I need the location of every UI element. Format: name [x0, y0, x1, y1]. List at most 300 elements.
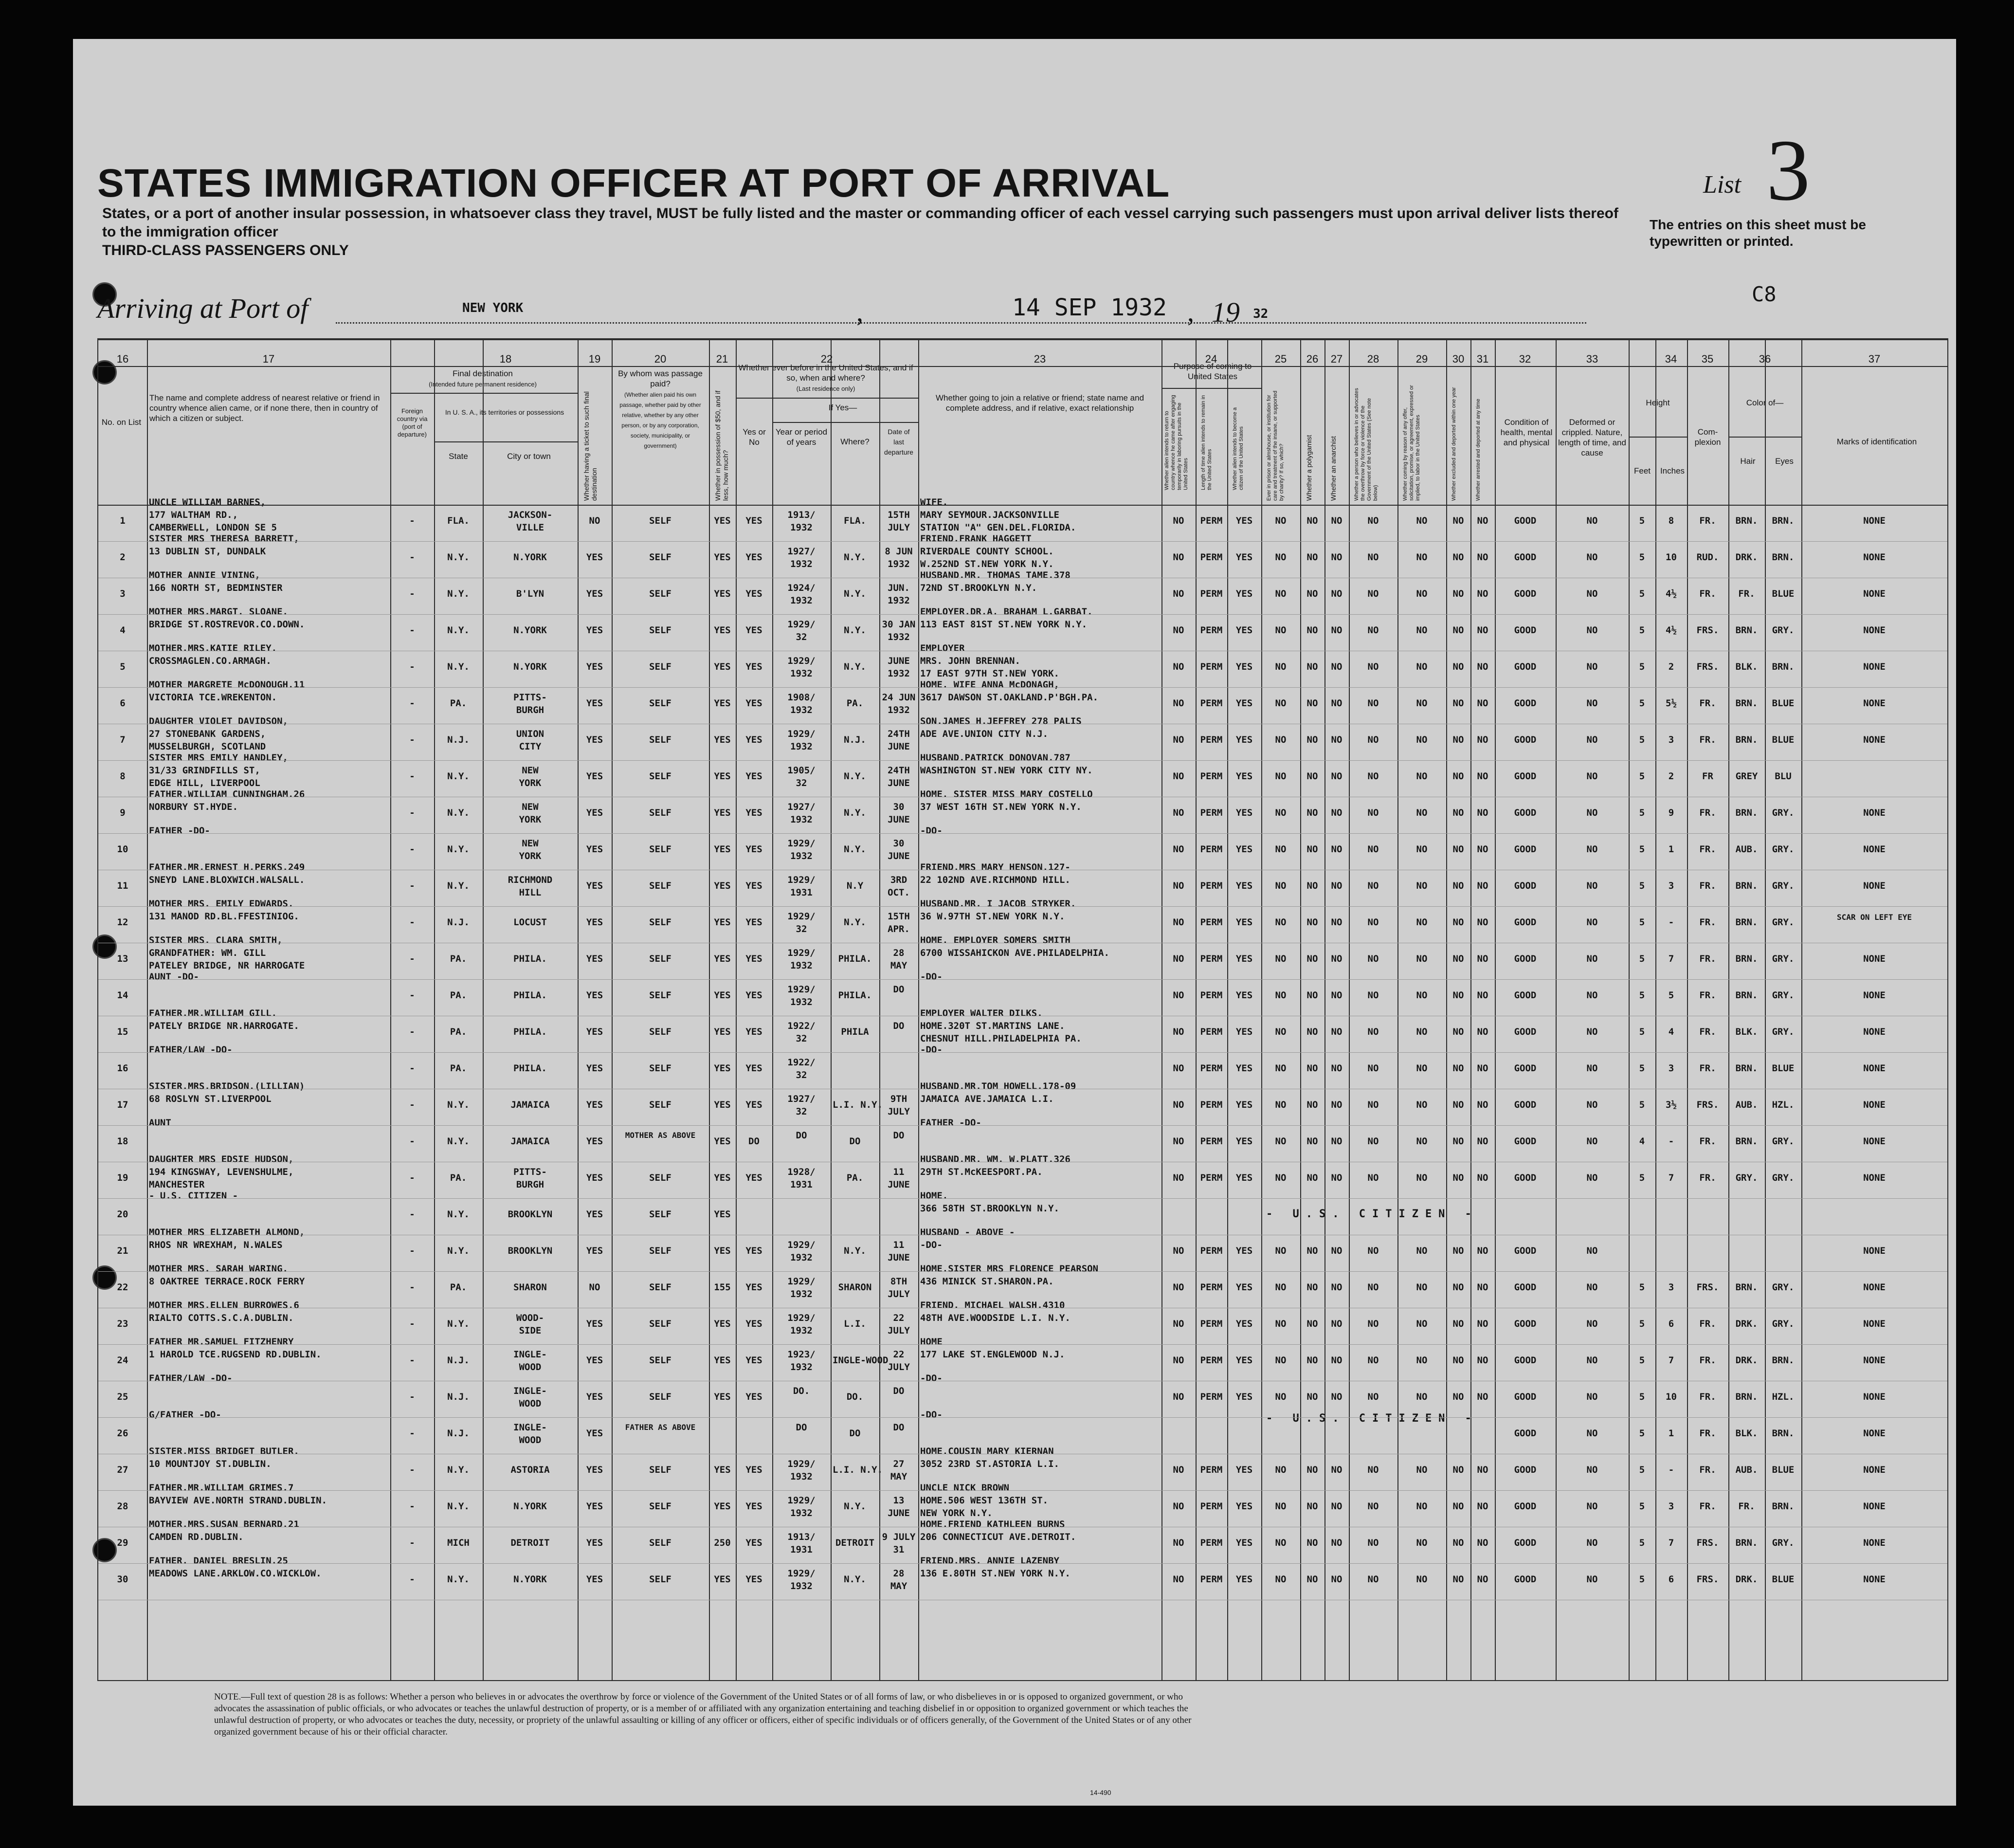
cell-eyes: GRY. — [1772, 1537, 1795, 1548]
cell-joining: 72ND ST.BROOKLYN N.Y. — [920, 583, 1037, 593]
cell-ret: NO — [1173, 1063, 1184, 1074]
cell-year: 1932 — [790, 668, 813, 679]
cell-ft: 5 — [1639, 515, 1645, 526]
cell-p26: NO — [1306, 1464, 1318, 1475]
cell-departure: 1932 — [888, 559, 910, 569]
cell-departure: JUN. — [888, 583, 910, 593]
row-rule — [98, 614, 1947, 615]
cell-marks: NONE — [1863, 1282, 1886, 1293]
cell-joining: HUSBAND.MR.TOM HOWELL.178-09 — [920, 1081, 1076, 1092]
cell-hair: BRN. — [1735, 698, 1758, 709]
cell-year: 1929/ — [787, 1459, 816, 1469]
cell-no: 24 — [117, 1355, 128, 1366]
cell-eyes: GRY. — [1772, 844, 1795, 855]
cell-fifty: YES — [714, 771, 731, 782]
cell-cit: YES — [1235, 1136, 1253, 1147]
cell-joining: NEW YORK N.Y. — [920, 1508, 993, 1519]
cell-st: N.Y. — [447, 625, 470, 636]
column-rule — [772, 339, 773, 1680]
cell-departure: OCT. — [888, 887, 910, 898]
cell-p27: NO — [1331, 1355, 1343, 1366]
cell-city: JAMAICA — [510, 1136, 550, 1147]
cell-departure: JULY — [888, 1362, 910, 1372]
cell-relative: FATHER.MR.WILLIAM GILL. — [149, 1008, 277, 1019]
cell-comp: FR. — [1699, 953, 1716, 964]
cell-cit: YES — [1235, 844, 1253, 855]
cell-joining: EMPLOYER.DR.A. BRAHAM L.GARBAT. — [920, 606, 1093, 617]
cell-fifty: YES — [714, 698, 731, 709]
cell-comp: FR — [1702, 771, 1713, 782]
cell-city: CITY — [519, 741, 542, 752]
cell-p31: NO — [1477, 1464, 1488, 1475]
cell-health: GOOD — [1514, 1282, 1537, 1293]
cell-p29: NO — [1416, 588, 1428, 599]
cell-p31: NO — [1477, 515, 1488, 526]
cell-p28: NO — [1367, 661, 1379, 672]
cell-marks: NONE — [1863, 1501, 1886, 1512]
cell-joining: HOME.320T ST.MARTINS LANE. — [920, 1021, 1065, 1031]
cell-no: 13 — [117, 953, 128, 964]
cell-comp: FR. — [1699, 1391, 1716, 1402]
cell-fifty: YES — [714, 1209, 731, 1220]
cell-p25: NO — [1275, 1501, 1287, 1512]
cell-city: SIDE — [519, 1325, 542, 1336]
row-rule — [98, 1563, 1947, 1564]
cell-p28: NO — [1367, 1099, 1379, 1110]
cell-ticket: YES — [586, 698, 603, 709]
cell-fifty: YES — [714, 844, 731, 855]
cell-p30: NO — [1452, 698, 1464, 709]
cell-marks: NONE — [1863, 1172, 1886, 1183]
cell-relative: MOTHER MRS. EMILY EDWARDS. — [149, 898, 294, 909]
row-rule — [98, 1198, 1947, 1199]
cell-inch: 6 — [1668, 1574, 1674, 1585]
cell-ever: YES — [745, 1464, 762, 1475]
cell-deform: NO — [1586, 1501, 1598, 1512]
cell-departure: JUNE — [888, 1252, 910, 1263]
cell-cit: YES — [1235, 625, 1253, 636]
cell-ret: NO — [1173, 1574, 1184, 1585]
cell-p25: NO — [1275, 1099, 1287, 1110]
header-purpose-return: Whether alien intends to return to country whence he came after engaging temporarily in laboring pursuits in the United States — [1164, 395, 1189, 490]
cell-p29: NO — [1416, 1574, 1428, 1585]
column-rule — [1629, 339, 1630, 1680]
cell-fc: - — [409, 953, 415, 964]
column-rule — [1556, 339, 1557, 1680]
cell-ever: YES — [745, 1245, 762, 1256]
cell-joining: HOME. SISTER MISS MARY COSTELLO — [920, 789, 1093, 800]
cell-departure: JUNE — [888, 851, 910, 861]
cell-health: GOOD — [1514, 1026, 1537, 1037]
cell-departure: 3RD — [890, 875, 907, 885]
cell-ret: NO — [1173, 1026, 1184, 1037]
cell-p30: NO — [1452, 1099, 1464, 1110]
cell-p25: NO — [1275, 1355, 1287, 1366]
cell-p31: NO — [1477, 917, 1488, 928]
column-number: 35 — [1701, 353, 1714, 365]
cell-p29: NO — [1416, 990, 1428, 1001]
cell-relative: FATHER.WILLIAM CUNNINGHAM.26 — [149, 789, 305, 800]
cell-ever: YES — [745, 661, 762, 672]
cell-p27: NO — [1331, 588, 1343, 599]
cell-year: 1932 — [790, 559, 813, 569]
cell-p29: NO — [1416, 625, 1428, 636]
cell-departure: APR. — [888, 924, 910, 934]
cell-paid: SELF — [649, 1245, 671, 1256]
column-number: 33 — [1586, 353, 1598, 365]
cell-st: PA. — [450, 1026, 467, 1037]
row-rule — [98, 1271, 1947, 1272]
cell-joining: -DO- — [920, 971, 943, 982]
cell-marks: NONE — [1863, 1391, 1886, 1402]
cell-ft: 5 — [1639, 588, 1645, 599]
cell-joining: -DO- — [920, 825, 943, 836]
cell-year: 1932 — [790, 1289, 813, 1299]
cell-comp: FR. — [1699, 1026, 1716, 1037]
cell-eyes: GRY. — [1772, 917, 1795, 928]
cell-eyes: GRY. — [1772, 1136, 1795, 1147]
cell-year: DO — [796, 1130, 807, 1141]
cell-p29: NO — [1416, 1355, 1428, 1366]
header-marks: Marks of identification — [1836, 437, 1917, 446]
cell-marks: NONE — [1863, 1318, 1886, 1329]
cell-ever: YES — [745, 880, 762, 891]
cell-ret: NO — [1173, 1245, 1184, 1256]
cell-relative: MEADOWS LANE.ARKLOW.CO.WICKLOW. — [149, 1568, 322, 1579]
cell-joining: HOME. WIFE ANNA McDONAGH, — [920, 679, 1059, 690]
footnote-question-28: NOTE.—Full text of question 28 is as follows: Whether a person who believes in or advocates the overthrow by force or violence of the Government of the United States or of all forms of law, or who disbelieves in or is opposed to organized government, or who advocates the assassination of public officials, or who advocates or teaches the unlawful destruction of property, or is a member of or affiliated with any organization entertaining and teaching disbelief in or opposition to organized government or which teaches the unlawful destruction of property, or who advocates or teaches the duty, necessity, or propriety of the unlawful assaulting or killing of any officer or officers, either of specific individuals or of officers generally, of the Government of the United States or of any other organized government because of his or their official character. — [214, 1692, 1192, 1737]
cell-marks: NONE — [1863, 844, 1886, 855]
cell-joining: HOME.506 WEST 136TH ST. — [920, 1495, 1049, 1506]
cell-ret: NO — [1173, 552, 1184, 563]
cell-ret: NO — [1173, 734, 1184, 745]
cell-len: PERM — [1200, 771, 1223, 782]
cell-eyes: GRY. — [1772, 880, 1795, 891]
header-joining: Whether going to join a relative or friend; state name and complete address, and if relative, exact relationship — [935, 393, 1144, 413]
cell-year: 1924/ — [787, 583, 816, 593]
cell-eyes: HZL. — [1772, 1391, 1795, 1402]
cell-eyes: BRN. — [1772, 661, 1795, 672]
cell-no: 14 — [117, 990, 128, 1001]
cell-departure: 11 — [893, 1240, 905, 1250]
column-number: 37 — [1868, 353, 1881, 365]
column-number: 26 — [1306, 353, 1319, 365]
cell-year: 32 — [796, 1106, 807, 1117]
cell-len: PERM — [1200, 990, 1223, 1001]
cell-joining: 177 LAKE ST.ENGLEWOOD N.J. — [920, 1349, 1065, 1360]
cell-cit: YES — [1235, 698, 1253, 709]
cell-hair: FR. — [1738, 588, 1755, 599]
cell-len: PERM — [1200, 1318, 1223, 1329]
cell-ft: 5 — [1639, 807, 1645, 818]
cell-departure: 28 — [893, 1568, 905, 1579]
cell-city: VILLE — [516, 522, 544, 533]
cell-year: 1932 — [790, 851, 813, 861]
cell-where: N.Y. — [844, 552, 866, 563]
column-number: 16 — [116, 353, 129, 365]
cell-inch: - — [1668, 1136, 1674, 1147]
cell-p31: NO — [1477, 698, 1488, 709]
cell-relative: SISTER MRS THERESA BARRETT, — [149, 533, 299, 544]
cell-p25: NO — [1275, 1574, 1287, 1585]
cell-ticket: YES — [586, 1099, 603, 1110]
cell-p26: NO — [1306, 661, 1318, 672]
cell-p30: NO — [1452, 1136, 1464, 1147]
column-rule — [578, 339, 579, 1680]
cell-city: BURGH — [516, 1179, 544, 1190]
cell-city: N.YORK — [513, 1574, 547, 1585]
cell-where: N.Y. — [844, 1574, 866, 1585]
cell-health: GOOD — [1514, 990, 1537, 1001]
cell-relative: SISTER.MRS.BRIDSON.(LILLIAN) — [149, 1081, 305, 1092]
column-number: 34 — [1665, 353, 1677, 365]
cell-p25: NO — [1275, 1245, 1287, 1256]
cell-len: PERM — [1200, 515, 1223, 526]
cell-p29: NO — [1416, 1136, 1428, 1147]
cell-where: INGLE-WOOD — [833, 1355, 889, 1366]
column-rule — [1196, 339, 1197, 1680]
cell-year: 1923/ — [787, 1349, 816, 1360]
cell-departure: 31 — [893, 1544, 905, 1555]
cell-eyes: BRN. — [1772, 1501, 1795, 1512]
cell-p29: NO — [1416, 1464, 1428, 1475]
cell-where: PHILA — [841, 1026, 869, 1037]
cell-ticket: YES — [586, 880, 603, 891]
cell-no: 25 — [117, 1391, 128, 1402]
cell-cit: YES — [1235, 1063, 1253, 1074]
cell-no: 16 — [117, 1063, 128, 1074]
cell-paid: SELF — [649, 588, 671, 599]
cell-p30: NO — [1452, 1245, 1464, 1256]
cell-fifty: 250 — [714, 1537, 731, 1548]
cell-fc: - — [409, 734, 415, 745]
cell-ft: 5 — [1639, 1318, 1645, 1329]
cell-ever: YES — [745, 844, 762, 855]
cell-ticket: NO — [589, 515, 600, 526]
cell-inch: 3 — [1668, 1501, 1674, 1512]
column-number: 28 — [1367, 353, 1379, 365]
cell-paid: SELF — [649, 807, 671, 818]
cell-ticket: YES — [586, 1318, 603, 1329]
cell-relative: FATHER.MR.WILLIAM GRIMES.7 — [149, 1482, 294, 1493]
cell-st: N.Y. — [447, 1099, 470, 1110]
cell-health: GOOD — [1514, 1318, 1537, 1329]
cell-eyes: GRY. — [1772, 625, 1795, 636]
cell-fifty: YES — [714, 990, 731, 1001]
cell-p31: NO — [1477, 844, 1488, 855]
header-where: Where? — [840, 437, 870, 446]
cell-city: N.YORK — [513, 661, 547, 672]
cell-len: PERM — [1200, 1099, 1223, 1110]
cell-joining: WASHINGTON ST.NEW YORK CITY NY. — [920, 765, 1093, 776]
cell-no: 20 — [117, 1209, 128, 1220]
cell-paid: SELF — [649, 625, 671, 636]
cell-joining: UNCLE NICK BROWN — [920, 1482, 1010, 1493]
cell-hair: BLK. — [1735, 661, 1758, 672]
column-rule — [1261, 339, 1262, 1680]
column-number: 25 — [1274, 353, 1287, 365]
cell-city: N.YORK — [513, 625, 547, 636]
cell-year: 1913/ — [787, 1532, 816, 1542]
cell-p26: NO — [1306, 1026, 1318, 1037]
row-rule — [98, 1417, 1947, 1418]
cell-p28: NO — [1367, 1574, 1379, 1585]
column-rule — [709, 339, 710, 1680]
cell-p31: NO — [1477, 1282, 1488, 1293]
cell-p30: NO — [1452, 771, 1464, 782]
cell-departure: 15TH — [888, 510, 910, 520]
header-in-usa: In U. S. A., its territories or possessions — [445, 408, 564, 416]
cell-ret: NO — [1173, 844, 1184, 855]
cell-inch: 1 — [1668, 844, 1674, 855]
cell-year: 32 — [796, 924, 807, 934]
column-rule — [736, 339, 737, 1680]
cell-fc: - — [409, 1574, 415, 1585]
cell-health: GOOD — [1514, 1063, 1537, 1074]
cell-ticket: YES — [586, 552, 603, 563]
cell-no: 7 — [120, 734, 126, 745]
cell-where: N.Y. — [844, 771, 866, 782]
cell-ft: 5 — [1639, 990, 1645, 1001]
cell-where: DETROIT — [835, 1537, 875, 1548]
cell-ft: 5 — [1639, 1391, 1645, 1402]
fill-line — [336, 322, 1586, 324]
header-final-destination: Final destination (Intended future permanent residence) — [429, 369, 537, 388]
cell-ever: YES — [745, 1026, 762, 1037]
cell-year: 1927/ — [787, 546, 816, 557]
cell-ret: NO — [1173, 588, 1184, 599]
cell-ft: 4 — [1639, 1136, 1645, 1147]
cell-city: ASTORIA — [510, 1464, 550, 1475]
cell-ret: NO — [1173, 515, 1184, 526]
row-rule — [98, 1052, 1947, 1053]
cell-relative: FATHER. DANIEL BRESLIN.25 — [149, 1555, 288, 1566]
cell-comp: FR. — [1699, 588, 1716, 599]
subheader-rule — [1161, 388, 1261, 389]
cell-fc: - — [409, 807, 415, 818]
cell-len: PERM — [1200, 880, 1223, 891]
cell-st: N.Y. — [447, 771, 470, 782]
cell-p29: NO — [1416, 1282, 1428, 1293]
cell-relative: 13 DUBLIN ST, DUNDALK — [149, 546, 266, 557]
cell-st: PA. — [450, 953, 467, 964]
page-subtitle: States, or a port of another insular possession, in whatsoever class they travel, MUST be fully listed and the master or commanding officer of each vessel carrying such passengers must upon arrival deliver lists thereof to the immigration officer THIRD-CLASS PASSENGERS ONLY — [102, 205, 1618, 258]
column-number: 31 — [1476, 353, 1489, 365]
cell-joining: HUSBAND.MR. WM. W.PLATT.326 — [920, 1154, 1071, 1165]
class-line: THIRD-CLASS PASSENGERS ONLY — [102, 242, 349, 258]
cell-eyes: BRN. — [1772, 1355, 1795, 1366]
cell-city: N.YORK — [513, 1501, 547, 1512]
cell-ret: NO — [1173, 1099, 1184, 1110]
cell-marks: NONE — [1863, 1245, 1886, 1256]
cell-relative: MOTHER MRS.ELLEN BURROWES.6 — [149, 1300, 299, 1311]
cell-ticket: YES — [586, 588, 603, 599]
cell-health: GOOD — [1514, 698, 1537, 709]
cell-p29: NO — [1416, 1026, 1428, 1037]
cell-p25: NO — [1275, 844, 1287, 855]
cell-joining: HOME. — [920, 1190, 948, 1201]
cell-ever: YES — [745, 771, 762, 782]
cell-hair: BRN. — [1735, 1282, 1758, 1293]
cell-paid: SELF — [649, 990, 671, 1001]
cell-paid: SELF — [649, 844, 671, 855]
cell-len: PERM — [1200, 588, 1223, 599]
cell-fifty: YES — [714, 1464, 731, 1475]
column-rule — [1397, 339, 1398, 1680]
cell-year: 1931 — [790, 887, 813, 898]
cell-departure: 24 JUN — [882, 692, 916, 703]
cell-hair: DRK. — [1735, 1318, 1758, 1329]
cell-ft: 5 — [1639, 552, 1645, 563]
cell-health: GOOD — [1514, 844, 1537, 855]
cell-marks: NONE — [1863, 552, 1886, 563]
cell-comp: FR. — [1699, 844, 1716, 855]
cell-ticket: YES — [586, 990, 603, 1001]
cell-year: 1929/ — [787, 1495, 816, 1506]
cell-p28: NO — [1367, 807, 1379, 818]
cell-inch: 7 — [1668, 1537, 1674, 1548]
cell-p28: NO — [1367, 1391, 1379, 1402]
cell-eyes: BRN. — [1772, 552, 1795, 563]
cell-paid: FATHER AS ABOVE — [625, 1423, 696, 1432]
cell-departure: JUNE — [888, 814, 910, 825]
cell-year: 32 — [796, 1070, 807, 1080]
cell-where: L.I. — [844, 1318, 866, 1329]
cell-no: 5 — [120, 661, 126, 672]
cell-p27: NO — [1331, 1537, 1343, 1548]
cell-eyes: GRY. — [1772, 953, 1795, 964]
cell-year: 1922/ — [787, 1057, 816, 1068]
cell-p26: NO — [1306, 771, 1318, 782]
cell-where: N.Y. — [844, 661, 866, 672]
cell-relative: 27 STONEBANK GARDENS, — [149, 729, 266, 739]
cell-eyes: GRY. — [1772, 1026, 1795, 1037]
year-prefix: 19 — [1212, 296, 1240, 328]
cell-p31: NO — [1477, 588, 1488, 599]
cell-p25: NO — [1275, 1282, 1287, 1293]
cell-ret: NO — [1173, 1464, 1184, 1475]
cell-p26: NO — [1306, 1136, 1318, 1147]
subheader-rule — [390, 393, 578, 394]
cell-cit: YES — [1235, 588, 1253, 599]
cell-deform: NO — [1586, 1391, 1598, 1402]
cell-p30: NO — [1452, 1318, 1464, 1329]
cell-no: 29 — [117, 1537, 128, 1548]
cell-health: GOOD — [1514, 1391, 1537, 1402]
subheader-rule — [1629, 437, 1687, 438]
cell-departure: JULY — [888, 522, 910, 533]
cell-year: 1932 — [790, 522, 813, 533]
cell-p25: NO — [1275, 734, 1287, 745]
cell-fc: - — [409, 1136, 415, 1147]
cell-fc: - — [409, 1355, 415, 1366]
cell-p31: NO — [1477, 1063, 1488, 1074]
cell-p30: NO — [1452, 515, 1464, 526]
cell-city: JACKSON- — [508, 510, 553, 520]
cell-city: WOOD — [519, 1398, 542, 1409]
cell-ticket: YES — [586, 1209, 603, 1220]
cell-inch: 3 — [1668, 734, 1674, 745]
cell-ft: 5 — [1639, 880, 1645, 891]
cell-departure: DO — [893, 984, 905, 995]
cell-inch: 4½ — [1666, 625, 1677, 636]
header-hair: Hair — [1740, 457, 1756, 466]
us-citizen-note: - U.S. CITIZEN - — [1266, 1412, 1478, 1425]
column-rule — [831, 339, 832, 1680]
cell-p28: NO — [1367, 1172, 1379, 1183]
cell-relative: GRANDFATHER: WM. GILL — [149, 948, 266, 958]
cell-fifty: YES — [714, 1391, 731, 1402]
